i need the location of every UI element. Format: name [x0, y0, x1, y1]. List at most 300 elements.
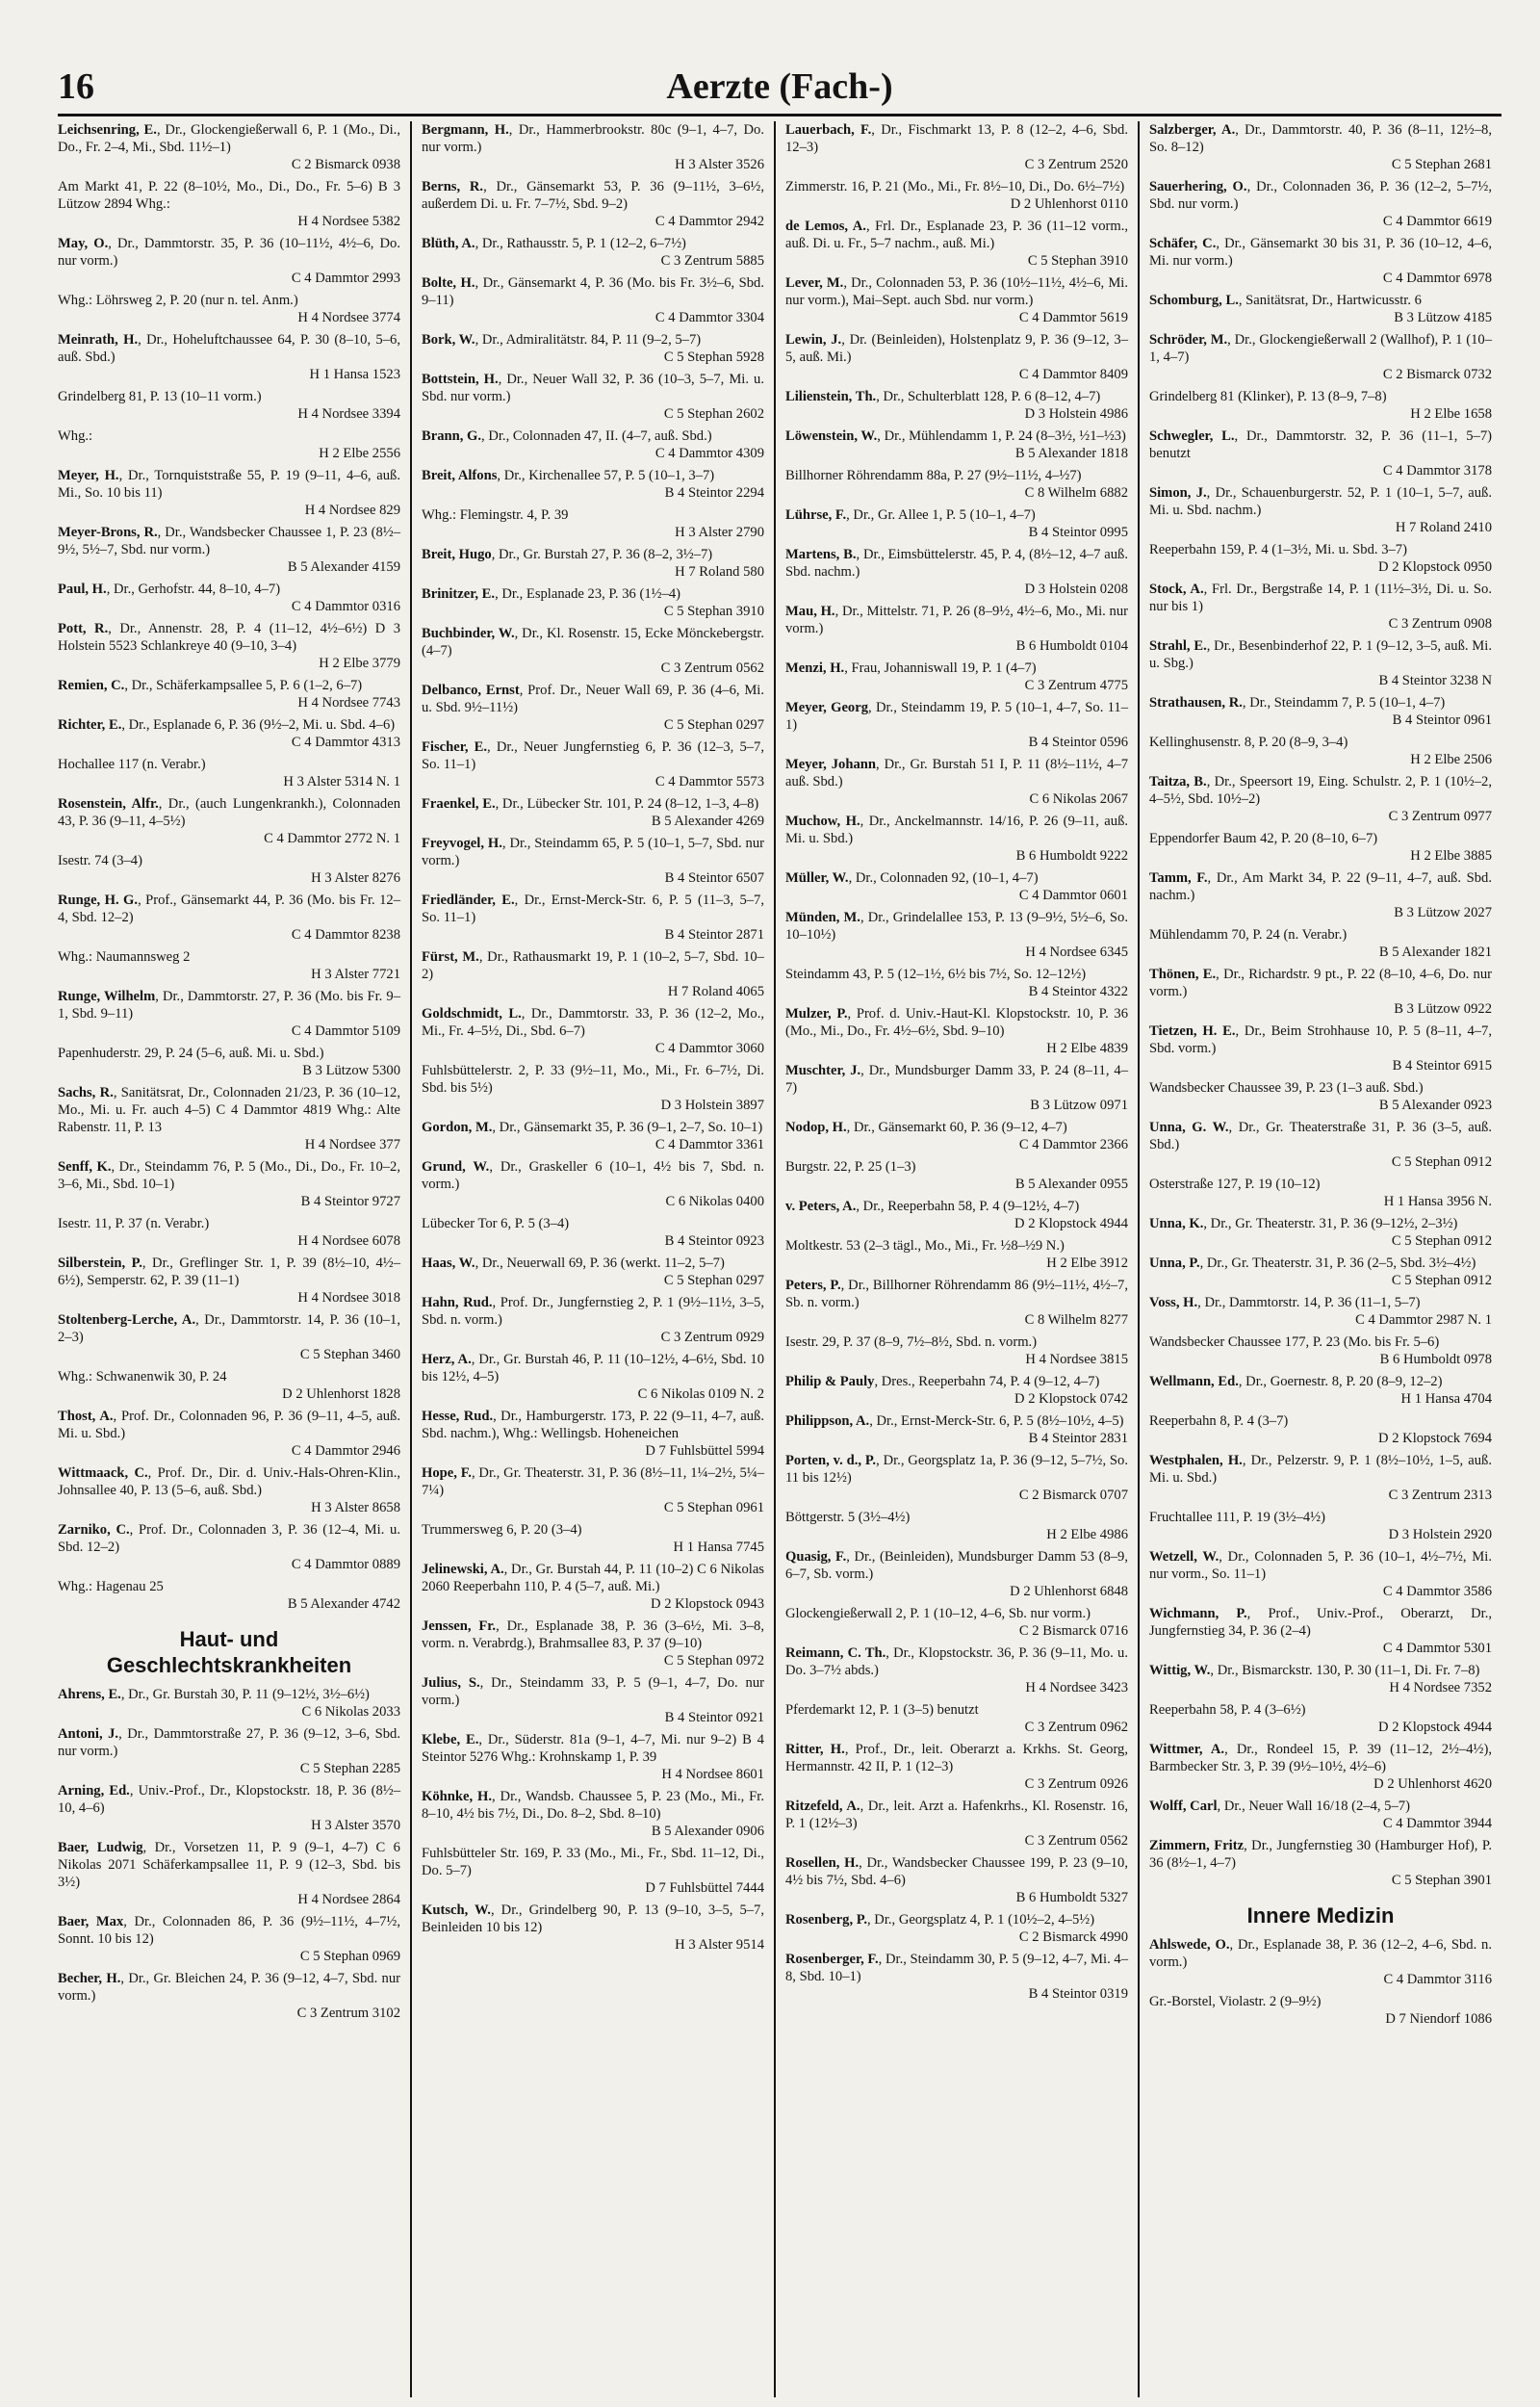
phone-number: H 3 Alster 5314 N. 1 — [283, 774, 400, 789]
phone-number: H 1 Hansa 1523 — [309, 367, 400, 382]
entry-details: , Dr., Grindelberg 90, P. 13 (9–10, 3–5, 5–7, Beinleiden 10 bis 12) — [422, 1902, 764, 1935]
phone-number: B 4 Steintor 0319 — [1028, 1986, 1128, 2002]
directory-entry — [785, 1452, 1128, 1504]
entry-name: Hesse, Rud. — [422, 1409, 494, 1424]
directory-entry — [1149, 1176, 1492, 1210]
directory-entry — [58, 1521, 400, 1573]
directory-entry — [1149, 235, 1492, 287]
directory-entry — [422, 1062, 764, 1114]
entry-details: , Dr., Gr. Theaterstraße 31, P. 36 (3–5, auß. Sbd.) — [1149, 1120, 1492, 1152]
phone-number: C 4 Dammtor 5301 — [1382, 1641, 1492, 1656]
entry-details: , Frl. Dr., Esplanade 23, P. 36 (11–12 vorm., auß. Di. u. Fr., 5–7 nachm., auß. Mi.) — [785, 219, 1129, 251]
directory-entry — [1149, 1333, 1492, 1368]
entry-details: , Sanitätsrat, Dr., Hartwicusstr. 6 — [1238, 293, 1422, 308]
directory-entry — [785, 1005, 1128, 1057]
phone-number: H 4 Nordsee 377 — [304, 1137, 400, 1152]
directory-entry — [785, 699, 1128, 751]
entry-details: , Dr., leit. Arzt a. Hafenkrhs., Kl. Rosenstr. 16, P. 1 (12½–3) — [785, 1799, 1128, 1831]
entry-details: , Dr., Gr. Burstah 51 I, P. 11 (8½–11½, 4–7 auß. Sbd.) — [785, 757, 1128, 789]
directory-entry — [1149, 1662, 1492, 1696]
phone-number: B 5 Alexander 0906 — [651, 1824, 764, 1839]
entry-name: Julius, S. — [422, 1675, 480, 1691]
phone-number: C 5 Stephan 0912 — [1391, 1273, 1492, 1288]
entry-details: , Dr., Süderstr. 81a (9–1, 4–7, Mi. nur 9–2) B 4 Steintor 5276 Whg.: Krohnskamp 1, P. 39 — [422, 1732, 764, 1765]
entry-name: Becher, H. — [58, 1971, 121, 1986]
entry-details: Billhorner Röhrendamm 88a, P. 27 (9½–11½, 4–½7) — [785, 468, 1082, 483]
entry-details: , Prof. Dr., Neuer Wall 69, P. 36 (4–6, Mi. u. Sbd. 9½–11½) — [422, 683, 765, 715]
directory-entry — [58, 1158, 400, 1210]
directory-entry — [785, 966, 1128, 1000]
directory-entry — [58, 1045, 400, 1079]
entry-details: , Dr., Wandsbecker Chaussee 199, P. 23 (9–10, 4½ bis 7½, Sbd. 4–6) — [785, 1855, 1128, 1888]
entry-details: , Dr., (Beinleiden), Mundsburger Damm 53 (8–9, 6–7, Sb. vorm.) — [785, 1549, 1128, 1582]
phone-number: H 4 Nordsee 3774 — [297, 310, 400, 325]
entry-name: Richter, E. — [58, 717, 122, 733]
phone-number: H 3 Alster 3570 — [311, 1818, 400, 1833]
entry-details: Pferdemarkt 12, P. 1 (3–5) benutzt — [785, 1702, 979, 1718]
entry-details: Osterstraße 127, P. 19 (10–12) — [1149, 1177, 1321, 1192]
entry-details: Eppendorfer Baum 42, P. 20 (8–10, 6–7) — [1149, 831, 1378, 846]
entry-name: Westphalen, H. — [1149, 1453, 1243, 1468]
entry-name: Martens, B. — [785, 547, 857, 562]
directory-entry — [422, 738, 764, 790]
phone-number: H 1 Hansa 7745 — [673, 1540, 764, 1555]
entry-name: Berns, R. — [422, 179, 484, 194]
entry-details: , Dr., Graskeller 6 (10–1, 4½ bis 7, Sbd. n. vorm.) — [422, 1159, 764, 1192]
entry-details: , Dr., Dammtorstr. 33, P. 36 (12–2, Mo., Mi., Fr. 4–5½, Di., Sbd. 6–7) — [422, 1006, 764, 1039]
directory-entry — [422, 467, 764, 502]
entry-name: Kutsch, W. — [422, 1902, 491, 1918]
phone-number: C 3 Zentrum 2313 — [1388, 1488, 1492, 1503]
entry-details: , Dr., Mühlendamm 1, P. 24 (8–3½, ½1–½3) — [877, 428, 1126, 444]
entry-details: , Dr., Neuer Jungfernstieg 6, P. 36 (12–3, 5–7, So. 11–1) — [422, 739, 764, 772]
phone-number: B 3 Lützow 5300 — [302, 1063, 400, 1078]
directory-entry — [58, 524, 400, 576]
directory-entry — [58, 756, 400, 790]
phone-number: H 1 Hansa 4704 — [1400, 1391, 1492, 1407]
column-4 — [1138, 121, 1502, 2397]
directory-entry — [785, 1548, 1128, 1600]
entry-details: Moltkestr. 53 (2–3 tägl., Mo., Mi., Fr. ½8–½9 N.) — [785, 1238, 1065, 1254]
entry-details: Isestr. 74 (3–4) — [58, 853, 142, 868]
phone-number: C 5 Stephan 2285 — [299, 1761, 400, 1776]
entry-name: Tamm, F. — [1149, 870, 1208, 886]
entry-name: Leichsenring, E. — [58, 122, 157, 138]
phone-number: B 4 Steintor 0923 — [664, 1233, 764, 1249]
entry-details: Kellinghusenstr. 8, P. 20 (8–9, 3–4) — [1149, 735, 1348, 750]
directory-entry — [422, 585, 764, 620]
entry-details: , Dr., Kirchenallee 57, P. 5 (10–1, 3–7) — [497, 468, 715, 483]
entry-name: Jelinewski, A. — [422, 1562, 504, 1577]
entry-name: Stoltenberg-Lerche, A. — [58, 1312, 196, 1328]
entry-name: Meyer, Johann — [785, 757, 877, 772]
phone-number: B 4 Steintor 3238 N — [1378, 673, 1492, 688]
phone-number: B 3 Lützow 4185 — [1394, 310, 1492, 325]
directory-entry — [422, 178, 764, 230]
directory-entry — [785, 1605, 1128, 1640]
phone-number: C 4 Dammtor 2946 — [291, 1443, 400, 1459]
directory-entry — [1149, 1373, 1492, 1408]
phone-number: H 2 Elbe 3779 — [319, 656, 400, 671]
entry-name: Reimann, C. Th. — [785, 1645, 886, 1661]
directory-entry — [422, 121, 764, 173]
phone-number: C 3 Zentrum 5885 — [660, 253, 764, 269]
phone-number: H 3 Alster 8658 — [311, 1500, 400, 1515]
entry-details: , Dr., Steindamm 76, P. 5 (Mo., Di., Do., Fr. 10–2, 3–6, Mi., Sbd. 10–1) — [58, 1159, 400, 1192]
phone-number: H 3 Alster 8276 — [311, 870, 400, 886]
phone-number: D 3 Holstein 3897 — [660, 1098, 764, 1113]
directory-entry — [422, 1731, 764, 1783]
entry-name: Fürst, M. — [422, 949, 479, 965]
entry-name: Unna, K. — [1149, 1216, 1204, 1231]
directory-entry — [58, 1408, 400, 1460]
directory-entry — [785, 1373, 1128, 1408]
phone-number: C 4 Dammtor 2942 — [654, 214, 764, 229]
directory-entry — [785, 1412, 1128, 1447]
entry-details: , Dr., Am Markt 34, P. 22 (9–11, 4–7, auß. Sbd. nachm.) — [1149, 870, 1493, 903]
entry-details: , Dr., Neuerwall 69, P. 36 (werkt. 11–2, 5–7) — [475, 1255, 725, 1271]
directory-entry — [422, 1158, 764, 1210]
phone-number: C 5 Stephan 0912 — [1391, 1233, 1492, 1249]
entry-details: , Dr., Reeperbahn 58, P. 4 (9–12½, 4–7) — [856, 1199, 1080, 1214]
section-heading: Haut- und Geschlechtskrankheiten — [106, 1627, 352, 1677]
phone-number: C 4 Dammtor 3060 — [654, 1041, 764, 1056]
directory-entry — [58, 1839, 400, 1908]
entry-name: Paul, H. — [58, 582, 107, 597]
entry-name: Schäfer, C. — [1149, 236, 1217, 251]
phone-number: C 4 Dammtor 6978 — [1382, 271, 1492, 286]
entry-details: , Dr., Dammtorstr. 14, P. 36 (11–1, 5–7) — [1197, 1295, 1421, 1310]
phone-number: C 4 Dammtor 5573 — [654, 774, 764, 789]
entry-details: , Dr., Dammtorstr. 14, P. 36 (10–1, 2–3) — [58, 1312, 400, 1345]
phone-number: C 5 Stephan 0972 — [663, 1653, 764, 1669]
entry-details: , Dr., Esplanade 6, P. 36 (9½–2, Mi. u. Sbd. 4–6) — [121, 717, 396, 733]
entry-name: Baer, Max — [58, 1914, 124, 1929]
entry-name: Ritter, H. — [785, 1742, 845, 1757]
phone-number: H 2 Elbe 4986 — [1046, 1527, 1128, 1542]
directory-entry — [58, 1725, 400, 1777]
entry-details: , Dr., Mundsburger Damm 33, P. 24 (8–11, 4–7) — [785, 1063, 1128, 1096]
phone-number: B 6 Humboldt 9222 — [1015, 848, 1128, 864]
phone-number: C 3 Zentrum 4775 — [1024, 678, 1128, 693]
directory-entry — [1149, 1741, 1492, 1793]
directory-entry — [785, 1158, 1128, 1193]
entry-details: , Dr., Lübecker Str. 101, P. 24 (8–12, 1–3, 4–8) — [495, 796, 759, 812]
entry-details: Steindamm 43, P. 5 (12–1½, 6½ bis 7½, So. 12–12½) — [785, 967, 1087, 982]
entry-name: Voss, H. — [1149, 1295, 1198, 1310]
entry-details: , Dr., Gänsemarkt 53, P. 36 (9–11½, 3–6½, außerdem Di. u. Fr. 7–7½, Sbd. 9–2) — [422, 179, 764, 212]
directory-entry — [1149, 1605, 1492, 1657]
directory-entry — [785, 1509, 1128, 1543]
directory-entry — [422, 1255, 764, 1289]
phone-number: C 4 Dammtor 6619 — [1382, 214, 1492, 229]
entry-details: , Dr., Mittelstr. 71, P. 26 (8–9½, 4½–6, Mo., Mi. nur vorm.) — [785, 604, 1128, 636]
phone-number: B 5 Alexander 4269 — [651, 814, 764, 829]
phone-number: C 6 Nikolas 2033 — [301, 1704, 400, 1720]
directory-entry — [1149, 541, 1492, 576]
entry-details: Zimmerstr. 16, P. 21 (Mo., Mi., Fr. 8½–10, Di., Do. 6½–7½) — [785, 179, 1125, 194]
entry-name: Stock, A. — [1149, 582, 1204, 597]
entry-name: Wittig, W. — [1149, 1663, 1211, 1678]
entry-details: , Dr., Richardstr. 9 pt., P. 22 (8–10, 4–6, Do. nur vorm.) — [1149, 967, 1492, 999]
entry-name: Lilienstein, Th. — [785, 389, 877, 404]
phone-number: C 4 Dammtor 0316 — [291, 599, 400, 614]
phone-number: B 5 Alexander 0923 — [1378, 1098, 1492, 1113]
phone-number: H 3 Alster 7721 — [311, 967, 400, 982]
directory-entry — [1149, 178, 1492, 230]
phone-number: C 4 Dammtor 0601 — [1018, 888, 1128, 903]
phone-number: C 4 Dammtor 3586 — [1382, 1584, 1492, 1599]
entry-details: Whg.: — [58, 428, 93, 444]
phone-number: C 5 Stephan 0297 — [663, 717, 764, 733]
entry-name: Quasig, F. — [785, 1549, 847, 1565]
entry-details: , Dr., Wandsbecker Chaussee 1, P. 23 (8½–9½, 5½–7, Sbd. nur vorm.) — [58, 525, 400, 557]
entry-details: , Dr., Hammerbrookstr. 80c (9–1, 4–7, Do. nur vorm.) — [422, 122, 764, 155]
directory-entry — [785, 1701, 1128, 1736]
phone-number: D 2 Uhlenhorst 1828 — [282, 1386, 400, 1402]
phone-number: C 2 Bismarck 0716 — [1018, 1623, 1128, 1639]
entry-details: , Prof. Dr., Jungfernstieg 2, P. 1 (9½–11½, 3–5, Sbd. n. vorm.) — [422, 1295, 764, 1328]
directory-entry — [58, 677, 400, 712]
directory-entry — [785, 1198, 1128, 1232]
entry-name: Meyer-Brons, R. — [58, 525, 158, 540]
entry-details: Whg.: Flemingstr. 4, P. 39 — [422, 507, 569, 523]
entry-details: , Dr., Georgsplatz 4, P. 1 (10½–2, 4–5½) — [867, 1912, 1095, 1928]
phone-number: H 3 Alster 9514 — [675, 1937, 764, 1953]
directory-entry — [1149, 1215, 1492, 1250]
entry-name: Bork, W. — [422, 332, 475, 348]
entry-name: Brinitzer, E. — [422, 586, 496, 602]
phone-number: H 4 Nordsee 5382 — [297, 214, 400, 229]
phone-number: D 2 Klopstock 0742 — [1014, 1391, 1128, 1407]
entry-details: Isestr. 11, P. 37 (n. Verabr.) — [58, 1216, 210, 1231]
entry-name: Wichmann, P. — [1149, 1606, 1247, 1621]
directory-entry — [1149, 1022, 1492, 1074]
phone-number: H 2 Elbe 2556 — [319, 446, 400, 461]
phone-number: C 2 Bismarck 0707 — [1018, 1488, 1128, 1503]
directory-entry — [58, 1311, 400, 1363]
phone-number: C 6 Nikolas 0109 N. 2 — [637, 1386, 764, 1402]
entry-details: Whg.: Naumannsweg 2 — [58, 949, 191, 965]
directory-entry — [785, 1333, 1128, 1368]
phone-number: D 2 Uhlenhorst 4620 — [1373, 1776, 1492, 1792]
phone-number: H 2 Elbe 3912 — [1046, 1255, 1128, 1271]
directory-entry — [58, 331, 400, 383]
entry-details: , Dr., Dammtorstraße 27, P. 36 (9–12, 3–6, Sbd. nur vorm.) — [58, 1726, 400, 1759]
directory-entry — [1149, 966, 1492, 1018]
directory-entry — [58, 948, 400, 983]
entry-details: , Dr., Glockengießerwall 2 (Wallhof), P. 1 (10–1, 4–7) — [1149, 332, 1492, 365]
entry-name: Brann, G. — [422, 428, 482, 444]
phone-number: C 5 Stephan 3460 — [299, 1347, 400, 1362]
directory-entry — [58, 716, 400, 751]
entry-name: Muschter, J. — [785, 1063, 861, 1078]
directory-entry — [422, 1521, 764, 1556]
directory-entry — [785, 1644, 1128, 1696]
entry-details: , Dr., Georgsplatz 1a, P. 36 (9–12, 5–7½, So. 11 bis 12½) — [785, 1453, 1128, 1486]
phone-number: D 3 Holstein 2920 — [1388, 1527, 1492, 1542]
entry-name: Gordon, M. — [422, 1120, 493, 1135]
entry-name: Wittmer, A. — [1149, 1742, 1225, 1757]
phone-number: H 4 Nordsee 3815 — [1025, 1352, 1128, 1367]
phone-number: C 4 Dammtor 8238 — [291, 927, 400, 943]
entry-details: , Dr., Schäferkampsallee 5, P. 6 (1–2, 6–7) — [124, 678, 363, 693]
entry-name: Fraenkel, E. — [422, 796, 496, 812]
phone-number: B 5 Alexander 1821 — [1378, 945, 1492, 960]
phone-number: C 3 Zentrum 0977 — [1388, 809, 1492, 824]
entry-details: , Dr., Tornquiststraße 55, P. 19 (9–11, 4–6, auß. Mi., So. 10 bis 11) — [58, 468, 400, 501]
directory-entry — [1149, 1798, 1492, 1832]
directory-entry — [58, 1578, 400, 1613]
phone-number: C 5 Stephan 3901 — [1391, 1873, 1492, 1888]
entry-details: , Dr., Klopstockstr. 36, P. 36 (9–11, Mo. u. Do. 3–7½ abds.) — [785, 1645, 1128, 1678]
directory-entry — [58, 1970, 400, 2022]
directory-entry — [785, 1951, 1128, 2003]
entry-details: Whg.: Löhrsweg 2, P. 20 (nur n. tel. Anm.) — [58, 293, 298, 308]
phone-number: H 3 Alster 3526 — [675, 157, 764, 172]
entry-details: , Dr., Besenbinderhof 22, P. 1 (9–12, 3–5, auß. Mi. u. Sbg.) — [1149, 638, 1492, 671]
directory-entry — [785, 869, 1128, 904]
phone-number: D 2 Klopstock 7694 — [1378, 1431, 1492, 1446]
entry-details: , Dr., Steindamm 19, P. 5 (10–1, 4–7, So. 11–1) — [785, 700, 1128, 733]
entry-details: , Dr., Colonnaden 86, P. 36 (9½–11½, 4–7½, Sonnt. 10 bis 12) — [58, 1914, 400, 1947]
directory-entry — [58, 235, 400, 287]
entry-name: Salzberger, A. — [1149, 122, 1236, 138]
entry-name: Köhnke, H. — [422, 1789, 493, 1804]
entry-name: Pott, R. — [58, 621, 109, 636]
directory-entry — [58, 467, 400, 519]
directory-entry — [785, 178, 1128, 213]
directory-entry — [1149, 869, 1492, 921]
entry-name: Meyer, H. — [58, 468, 119, 483]
directory-entry — [422, 371, 764, 423]
entry-name: Thönen, E. — [1149, 967, 1217, 982]
entry-details: , Prof., Univ.-Prof., Oberarzt, Dr., Jungfernstieg 34, P. 36 (2–4) — [1149, 1606, 1493, 1639]
entry-name: May, O. — [58, 236, 109, 251]
entry-details: , Dr., Admiralitätstr. 84, P. 11 (9–2, 5–7) — [475, 332, 702, 348]
entry-name: Bottstein, H. — [422, 372, 499, 387]
entry-name: Buchbinder, W. — [422, 626, 515, 641]
entry-name: Muchow, H. — [785, 814, 860, 829]
phone-number: B 4 Steintor 2294 — [664, 485, 764, 501]
entry-details: , Dr., Bismarckstr. 130, P. 30 (11–1, Di. Fr. 7–8) — [1210, 1663, 1480, 1678]
directory-entry — [785, 274, 1128, 326]
directory-entry — [422, 1005, 764, 1057]
phone-number: B 4 Steintor 9727 — [300, 1194, 400, 1209]
entry-name: Zarniko, C. — [58, 1522, 130, 1538]
entry-details: Mühlendamm 70, P. 24 (n. Verabr.) — [1149, 927, 1348, 943]
entry-details: Gr.-Borstel, Violastr. 2 (9–9½) — [1149, 1994, 1322, 2009]
page-number: 16 — [58, 66, 94, 107]
directory-entry — [1149, 1936, 1492, 1988]
phone-number: B 4 Steintor 0961 — [1392, 712, 1492, 728]
phone-number: B 6 Humboldt 5327 — [1015, 1890, 1128, 1905]
phone-number: C 3 Zentrum 0962 — [1024, 1720, 1128, 1735]
phone-number: C 8 Wilhelm 6882 — [1024, 485, 1128, 501]
entry-details: , Dr., Gr. Theaterstr. 31, P. 36 (2–5, Sbd. 3½–4½) — [1199, 1255, 1476, 1271]
directory-entry — [1149, 1412, 1492, 1447]
phone-number: C 4 Dammtor 2772 N. 1 — [264, 831, 400, 846]
entry-details: , Dr., Dammtorstr. 35, P. 36 (10–11½, 4½–6, Do. nur vorm.) — [58, 236, 401, 269]
entry-name: Simon, J. — [1149, 485, 1207, 501]
directory-entry — [58, 1368, 400, 1403]
entry-name: Herz, A. — [422, 1352, 472, 1367]
entry-details: , Prof. Dr., Colonnaden 96, P. 36 (9–11, 4–5, auß. Mi. u. Sbd.) — [58, 1409, 400, 1441]
phone-number: D 2 Uhlenhorst 6848 — [1010, 1584, 1128, 1599]
directory-entry — [422, 546, 764, 581]
entry-details: , Dr., Glockengießerwall 6, P. 1 (Mo., Di., Do., Fr. 2–4, Mi., Sbd. 11½–1) — [58, 122, 400, 155]
directory-entry — [422, 1294, 764, 1346]
entry-details: , Dr., Steindamm 65, P. 5 (10–1, 5–7, Sbd. nur vorm.) — [422, 836, 764, 868]
entry-details: , Dr., Gänsemarkt 35, P. 36 (9–1, 2–7, So. 10–1) — [492, 1120, 763, 1135]
directory-entry — [1149, 637, 1492, 689]
directory-entry — [1149, 1993, 1492, 2028]
phone-number: C 4 Dammtor 2993 — [291, 271, 400, 286]
entry-name: Blüth, A. — [422, 236, 475, 251]
entry-name: Menzi, H. — [785, 660, 845, 676]
phone-number: D 2 Klopstock 0950 — [1378, 559, 1492, 575]
phone-number: C 2 Bismarck 0938 — [291, 157, 400, 172]
phone-number: C 4 Dammtor 0889 — [291, 1557, 400, 1572]
entry-details: , Dr., Dammtorstr. 27, P. 36 (Mo. bis Fr. 9–1, Sbd. 9–11) — [58, 989, 400, 1022]
phone-number: B 5 Alexander 1818 — [1014, 446, 1128, 461]
entry-name: Bolte, H. — [422, 275, 475, 291]
entry-details: , Dr., Gr. Allee 1, P. 5 (10–1, 4–7) — [846, 507, 1036, 523]
entry-details: , Prof. Dr., Colonnaden 3, P. 36 (12–4, Mi. u. Sbd. 12–2) — [58, 1522, 401, 1555]
directory-entry — [58, 1215, 400, 1250]
entry-details: , Sanitätsrat, Dr., Colonnaden 21/23, P. 36 (10–12, Mo., Mi. u. Fr. auch 4–5) C 4 Dammtor 4819 Whg.: Alte Rabenstr. 11, P. 13 — [58, 1085, 400, 1135]
directory-entry — [785, 1741, 1128, 1793]
phone-number: D 2 Klopstock 4944 — [1014, 1216, 1128, 1231]
entry-name: Mau, H. — [785, 604, 835, 619]
entry-details: , Dr., Fischmarkt 13, P. 8 (12–2, 4–6, Sbd. 12–3) — [785, 122, 1128, 155]
directory-entry — [58, 620, 400, 672]
entry-name: de Lemos, A. — [785, 219, 866, 234]
phone-number: H 4 Nordsee 3394 — [297, 406, 400, 422]
entry-details: , Dr., Ernst-Merck-Str. 6, P. 5 (11–3, 5–7, So. 11–1) — [422, 893, 764, 925]
phone-number: C 3 Zentrum 0929 — [660, 1330, 764, 1345]
entry-name: Schwegler, L. — [1149, 428, 1235, 444]
entry-details: , Dr., Gr. Burstah 30, P. 11 (9–12½, 3½–6½) — [120, 1687, 370, 1702]
entry-name: Wetzell, W. — [1149, 1549, 1219, 1565]
directory-entry — [58, 1255, 400, 1307]
entry-name: Taitza, B. — [1149, 774, 1207, 789]
entry-name: Runge, H. G. — [58, 893, 139, 908]
directory-entry — [785, 1798, 1128, 1850]
entry-details: , Dr., Gr. Theaterstr. 31, P. 36 (9–12½, 2–3½) — [1203, 1216, 1458, 1231]
entry-details: , Frau, Johanniswall 19, P. 1 (4–7) — [844, 660, 1037, 676]
entry-name: Lewin, J. — [785, 332, 842, 348]
phone-number: H 4 Nordsee 7743 — [297, 695, 400, 711]
entry-details: , Dr., (auch Lungenkrankh.), Colonnaden 43, P. 36 (9–11, 4–5½) — [58, 796, 401, 829]
column-1 — [58, 121, 410, 2397]
entry-name: Münden, M. — [785, 910, 860, 925]
directory-entry — [422, 1845, 764, 1897]
directory-entry — [422, 1674, 764, 1726]
entry-details: , Dr., Gr. Burstah 46, P. 11 (10–12½, 4–6½, Sbd. 10 bis 12½, 4–5) — [422, 1352, 764, 1385]
phone-number: C 4 Dammtor 4309 — [654, 446, 764, 461]
phone-number: H 4 Nordsee 3423 — [1025, 1680, 1128, 1695]
entry-details: Grindelberg 81, P. 13 (10–11 vorm.) — [58, 389, 262, 404]
entry-details: , Dr., Gr. Burstah 44, P. 11 (10–2) C 6 Nikolas 2060 Reeperbahn 110, P. 4 (5–7, auß. Mi.) — [422, 1562, 764, 1594]
entry-name: Meinrath, H. — [58, 332, 139, 348]
directory-entry — [785, 218, 1128, 270]
entry-details: Böttgerstr. 5 (3½–4½) — [785, 1510, 911, 1525]
directory-columns — [58, 121, 1502, 2397]
directory-entry — [1149, 1119, 1492, 1171]
directory-entry — [1149, 1294, 1492, 1329]
entry-details: , Dr., Hamburgerstr. 173, P. 22 (9–11, 4–7, auß. Sbd. nachm.), Whg.: Wellingsb. Hoheneichen — [422, 1409, 765, 1441]
